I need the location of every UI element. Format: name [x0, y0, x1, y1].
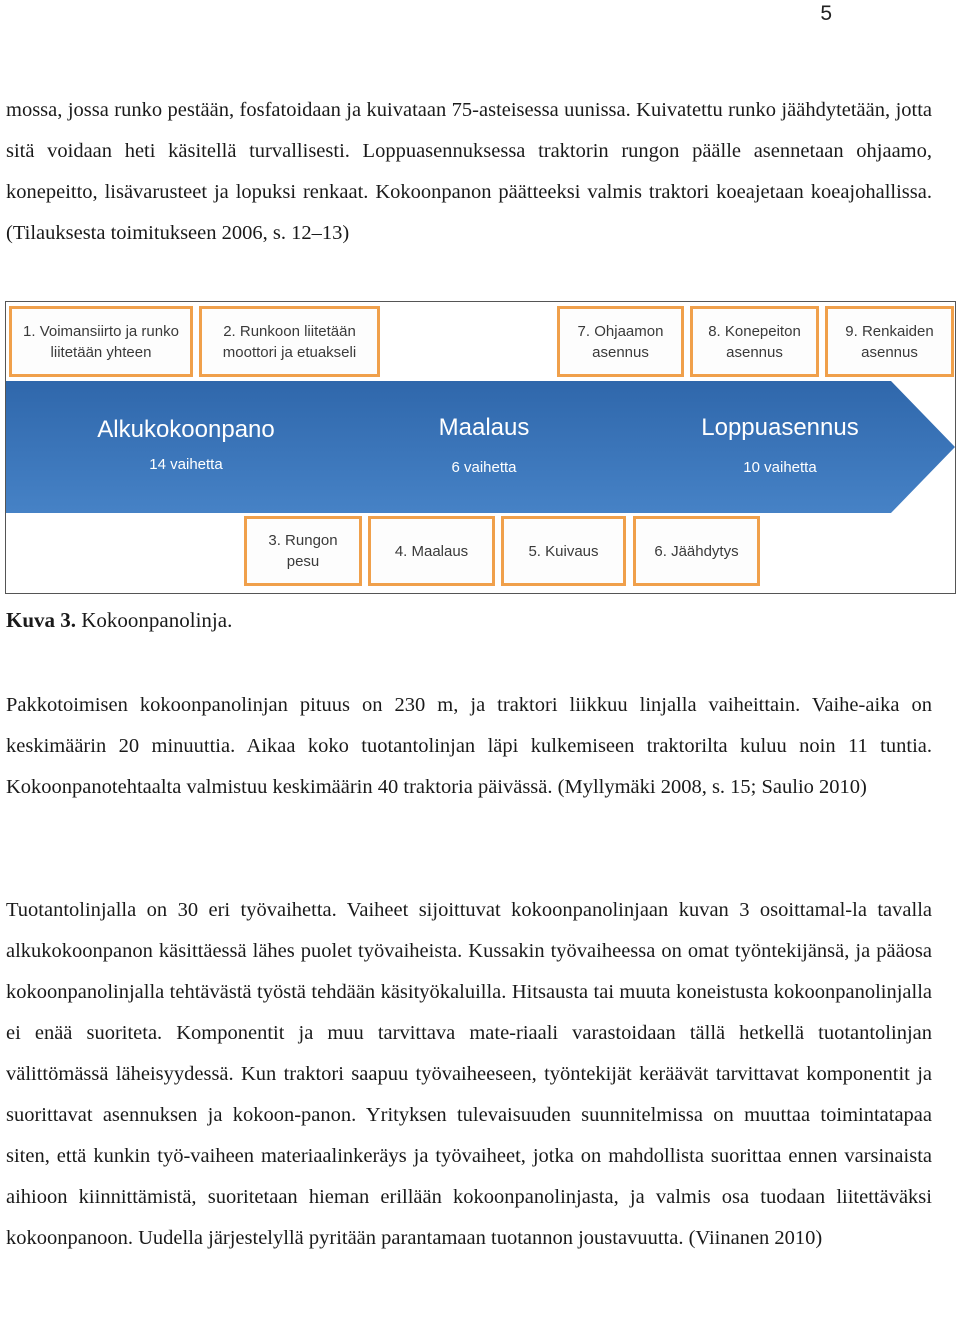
step-box-8: 8. Konepeiton asennus — [690, 306, 819, 377]
paragraph-work-phases: Tuotantolinjalla on 30 eri työvaihetta. Vaiheet sijoittuvat kokoonpanolinjaan kuvan 3 osoittamal-la tavalla alkukokoonpanon käsittäessä lähes puolet työvaiheista. Kussakin työvaiheessa on omat työntekijänsä, ja pääosa kokoonpanolinjalla tehtävästä työstä tehdään käsityökaluilla. Hitsausta tai muuta koneistusta kokoonpanolinjalla ei enää suoriteta. Komponentit ja muu tarvittava mate-riaali varastoidaan tällä hetkellä tuotantolinjan välittömässä läheisyydessä. Kun traktori saapuu työvaiheeseen, työntekijät keräävät tarvittavat komponentit ja suorittavat asennuksen ja kokoon-panon. Yrityksen tulevaisuuden suunnitelmissa on muuttaa toimintatapaa siten, että kunkin työ-vaiheen materiaalinkeräys ja työvaiheet, jotka on mahdollista suorittaa ennen varsinaista aihioon kiinnittämistä, suoritetaan hieman erillään kokoonpanolinjasta, ja valmis osa tuodaan liitettäväksi kokoonpanoon. Uudella järjestelyllä pyritään parantamaan tuotannon joustavuutta. (Viinanen 2010) — [6, 899, 932, 1249]
page-number: 5 — [820, 2, 832, 25]
stage-subtitle-alkukokoonpano: 14 vaihetta — [149, 456, 223, 473]
stage-title-alkukokoonpano: Alkukokoonpano — [97, 416, 275, 443]
caption-text: Kokoonpanolinja. — [81, 608, 233, 632]
step-box-9: 9. Renkaiden asennus — [825, 306, 954, 377]
stage-title-loppuasennus: Loppuasennus — [701, 414, 859, 441]
assembly-line-figure — [5, 301, 956, 594]
paragraph-assembly-process: mossa, jossa runko pestään, fosfatoidaan ja kuivataan 75-asteisessa uunissa. Kuivatettu runko jäähdytetään, jotta sitä voidaan heti käsitellä turvallisesti. Loppuasennuksessa traktorin rungon päälle asennetaan ohjaamo, konepeitto, lisävarusteet ja lopuksi renkaat. Kokoonpanon päätteeksi valmis traktori koeajetaan koeajohallissa. (Tilauksesta toimitukseen 2006, s. 12–13) — [6, 99, 932, 244]
arrow-alkukokoonpano — [6, 381, 372, 513]
step-box-1: 1. Voimansiirto ja runko liitetään yhteen — [9, 306, 193, 377]
stage-subtitle-loppuasennus: 10 vaihetta — [743, 459, 817, 476]
step-box-6: 6. Jäähdytys — [633, 516, 760, 586]
paragraph-line-length: Pakkotoimisen kokoonpanolinjan pituus on 230 m, ja traktori liikkuu linjalla vaiheittain. Vaihe-aika on keskimäärin 20 minuuttia. Aikaa koko tuotantolinjan läpi kulkemiseen traktorilta kuluu noin 11 tuntia. Kokoonpanotehtaalta valmistuu keskimäärin 40 traktoria päivässä. (Myllymäki 2008, s. 15; Saulio 2010) — [6, 694, 932, 798]
step-box-7: 7. Ohjaamon asennus — [557, 306, 684, 377]
step-box-5: 5. Kuivaus — [501, 516, 626, 586]
figure-caption — [6, 608, 232, 633]
caption-label: Kuva 3. — [6, 608, 77, 632]
step-box-3: 3. Rungon pesu — [244, 516, 362, 586]
stage-subtitle-maalaus: 6 vaihetta — [451, 459, 517, 476]
step-box-4: 4. Maalaus — [368, 516, 495, 586]
step-box-2: 2. Runkoon liitetään moottori ja etuakseli — [199, 306, 380, 377]
stage-title-maalaus: Maalaus — [438, 414, 530, 441]
